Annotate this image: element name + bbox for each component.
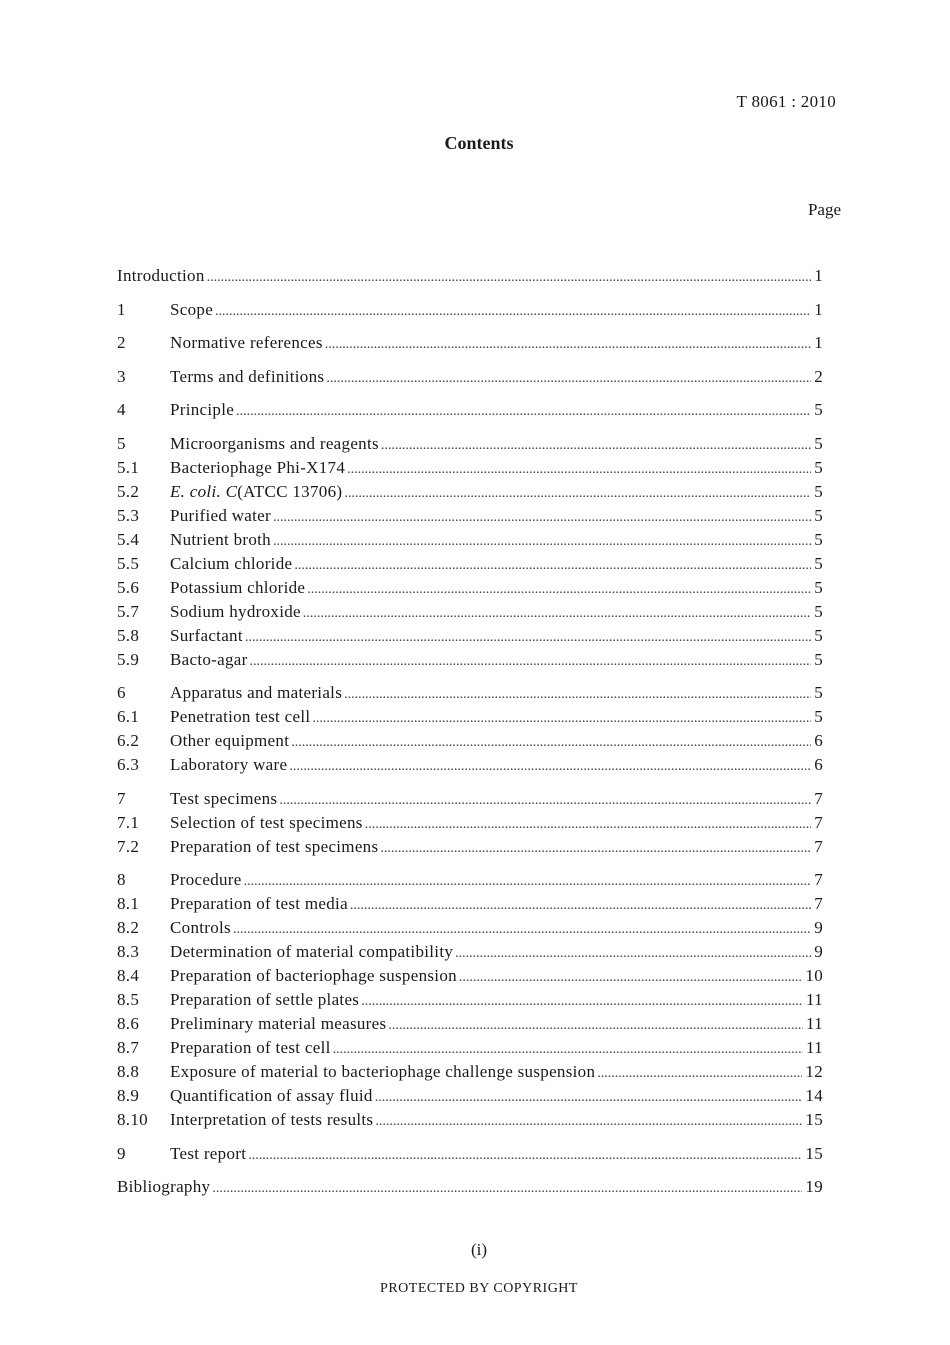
toc-entry-page: 5 <box>814 553 823 573</box>
toc-entry-number: 8.10 <box>117 1110 148 1129</box>
toc-entry[interactable] <box>117 868 823 892</box>
dot-leader <box>350 894 811 918</box>
toc-entry-number: 3 <box>117 366 126 386</box>
dot-leader <box>455 942 811 966</box>
toc-entry-title: Determination of material compatibility <box>170 942 454 961</box>
toc-entry-page: 5 <box>814 683 823 702</box>
dot-leader <box>333 1038 803 1062</box>
toc-entry[interactable] <box>117 432 823 456</box>
copyright-notice: PROTECTED BY COPYRIGHT <box>380 1281 578 1296</box>
page-column-label: Page <box>807 200 841 219</box>
toc-entry[interactable] <box>117 916 823 940</box>
dot-leader <box>207 266 812 290</box>
toc-entry-page: 9 <box>814 942 823 961</box>
toc-entry[interactable] <box>117 1012 823 1036</box>
toc-entry-page: 5 <box>814 457 823 477</box>
dot-leader <box>212 1177 802 1201</box>
toc-entry-number: 5.3 <box>117 505 140 525</box>
dot-leader <box>245 626 811 650</box>
toc-entry-number: 8.9 <box>117 1086 140 1105</box>
dot-leader <box>597 1062 802 1086</box>
toc-entry[interactable] <box>117 456 823 480</box>
toc-entry-page: 9 <box>814 918 823 937</box>
toc-entry-title: Surfactant <box>170 625 243 645</box>
toc-entry-title: Potassium chloride <box>170 577 306 597</box>
toc-entry[interactable] <box>117 753 823 777</box>
toc-entry-number: 8.7 <box>117 1038 140 1057</box>
dot-leader <box>459 966 802 990</box>
table-of-contents <box>117 264 823 1199</box>
page-title: Contents <box>444 133 514 153</box>
dot-leader <box>381 434 811 458</box>
toc-entry-number: 6.1 <box>117 707 140 726</box>
dot-leader <box>344 482 811 506</box>
toc-entry-number: 1 <box>117 299 126 319</box>
toc-entry[interactable] <box>117 600 823 624</box>
toc-entry[interactable] <box>117 1036 823 1060</box>
toc-entry-title: Other equipment <box>170 731 290 750</box>
toc-entry-number: 6 <box>117 683 126 702</box>
toc-entry-title: Procedure <box>170 870 242 889</box>
toc-entry-page: 5 <box>814 625 823 645</box>
toc-entry-title: Bacteriophage Phi-X174 <box>170 457 346 477</box>
toc-entry[interactable] <box>117 480 823 504</box>
dot-leader <box>294 554 811 578</box>
dot-leader <box>307 578 811 602</box>
toc-entry[interactable] <box>117 1108 823 1132</box>
toc-entry-title: Preparation of test media <box>170 894 348 913</box>
toc-entry-title: Purified water <box>170 505 271 525</box>
toc-entry-page: 19 <box>805 1177 823 1196</box>
toc-entry-page: 7 <box>814 836 823 856</box>
toc-entry[interactable] <box>117 787 823 811</box>
toc-entry-page: 7 <box>814 812 823 832</box>
dot-leader <box>289 755 811 779</box>
toc-entry[interactable] <box>117 892 823 916</box>
toc-entry-title: Test report <box>170 1143 247 1163</box>
toc-entry[interactable] <box>117 576 823 600</box>
toc-entry-number: 5.9 <box>117 649 140 669</box>
toc-entry[interactable] <box>117 705 823 729</box>
toc-entry[interactable] <box>117 964 823 988</box>
dot-leader <box>244 870 812 894</box>
toc-entry-title: Quantification of assay fluid <box>170 1086 373 1105</box>
dot-leader <box>273 506 811 530</box>
toc-entry-page: 5 <box>814 529 823 549</box>
toc-entry-page: 11 <box>806 990 823 1009</box>
dot-leader <box>325 333 811 357</box>
toc-entry-number: 9 <box>117 1143 126 1163</box>
dot-leader <box>236 400 811 424</box>
toc-entry-number: 8.8 <box>117 1062 140 1081</box>
toc-entry[interactable] <box>117 552 823 576</box>
toc-entry-number: 5.4 <box>117 529 140 549</box>
toc-entry-page: 7 <box>814 894 823 913</box>
dot-leader <box>233 918 811 942</box>
dot-leader <box>215 300 811 324</box>
toc-entry-title: Apparatus and materials <box>170 683 343 702</box>
toc-entry[interactable] <box>117 1142 823 1166</box>
dot-leader <box>375 1086 803 1110</box>
toc-entry-page: 5 <box>814 400 823 419</box>
toc-entry-number: 8.4 <box>117 966 140 985</box>
toc-entry-number: 8 <box>117 870 126 889</box>
dot-leader <box>312 707 811 731</box>
dot-leader <box>380 837 811 861</box>
toc-entry-number: 6.2 <box>117 731 140 750</box>
toc-entry-page: 2 <box>814 366 823 386</box>
toc-entry-page: 5 <box>814 707 823 726</box>
organism-name-italic: E. coli. C <box>170 481 238 501</box>
dot-leader <box>365 813 811 837</box>
toc-entry[interactable] <box>117 648 823 672</box>
toc-entry-title: Preparation of settle plates <box>170 990 360 1009</box>
toc-entry-number: 4 <box>117 400 126 419</box>
toc-entry-number: 7.2 <box>117 836 140 856</box>
standard-number: T 8061 : 2010 <box>736 92 836 111</box>
toc-entry-title: Preparation of bacteriophage suspension <box>170 966 457 985</box>
toc-entry-title: Microorganisms and reagents <box>170 433 379 453</box>
toc-entry-number: 5.1 <box>117 457 140 477</box>
toc-entry[interactable] <box>117 624 823 648</box>
toc-entry[interactable] <box>117 1084 823 1108</box>
toc-entry-number: 8.6 <box>117 1014 140 1033</box>
toc-entry-number: 5.2 <box>117 481 140 501</box>
toc-entry[interactable] <box>117 1060 823 1084</box>
dot-leader <box>375 1110 802 1134</box>
toc-entry-page: 11 <box>806 1038 823 1057</box>
toc-entry-page: 5 <box>814 577 823 597</box>
toc-entry[interactable] <box>117 331 823 355</box>
toc-entry-title: Bibliography <box>117 1177 211 1196</box>
toc-entry[interactable] <box>117 988 823 1012</box>
toc-entry-title: Introduction <box>117 266 205 285</box>
toc-entry-page: 14 <box>805 1086 823 1105</box>
toc-entry[interactable] <box>117 398 823 422</box>
dot-leader <box>273 530 811 554</box>
toc-entry-title: Normative references <box>170 333 323 352</box>
toc-entry-page: 15 <box>805 1110 823 1129</box>
dot-leader <box>326 367 811 391</box>
toc-entry-page: 1 <box>814 333 823 352</box>
toc-entry-page: 5 <box>814 601 823 621</box>
toc-entry-number: 5.5 <box>117 553 140 573</box>
toc-entry-title: Calcium chloride <box>170 553 293 573</box>
toc-entry-page: 7 <box>814 788 823 808</box>
toc-entry-bibliography[interactable] <box>117 1175 823 1199</box>
dot-leader <box>291 731 811 755</box>
toc-entry-page: 5 <box>814 649 823 669</box>
toc-entry[interactable] <box>117 365 823 389</box>
toc-entry-title-rest: (ATCC 13706) <box>237 481 343 501</box>
toc-entry[interactable] <box>117 811 823 835</box>
toc-entry-introduction[interactable] <box>117 264 823 288</box>
toc-entry[interactable] <box>117 940 823 964</box>
toc-entry-number: 5.8 <box>117 625 140 645</box>
toc-entry-number: 5.6 <box>117 577 140 597</box>
toc-entry-page: 1 <box>814 299 823 319</box>
toc-entry-title: Penetration test cell <box>170 707 311 726</box>
toc-entry-page: 6 <box>814 755 823 774</box>
dot-leader <box>361 990 803 1014</box>
toc-entry-number: 5 <box>117 433 126 453</box>
toc-entry-number: 8.1 <box>117 894 140 913</box>
toc-entry-title <box>170 480 344 504</box>
toc-entry-title: Preliminary material measures <box>170 1014 387 1033</box>
toc-entry-title: Exposure of material to bacteriophage challenge suspension <box>170 1062 596 1081</box>
toc-entry-page: 11 <box>806 1014 823 1033</box>
toc-entry-title: Terms and definitions <box>170 366 325 386</box>
toc-entry-title: Interpretation of tests results <box>170 1110 374 1129</box>
toc-entry-number: 7 <box>117 788 126 808</box>
toc-entry[interactable] <box>117 835 823 859</box>
dot-leader <box>347 458 811 482</box>
toc-entry-title: Principle <box>170 400 235 419</box>
toc-entry-title: Selection of test specimens <box>170 812 363 832</box>
toc-entry-page: 15 <box>805 1143 823 1163</box>
toc-entry-title: Controls <box>170 918 231 937</box>
toc-entry-page: 12 <box>805 1062 823 1081</box>
dot-leader <box>388 1014 803 1038</box>
toc-entry-page: 7 <box>814 870 823 889</box>
toc-entry[interactable] <box>117 528 823 552</box>
dot-leader <box>344 683 811 707</box>
toc-entry-title: Preparation of test specimens <box>170 836 379 856</box>
dot-leader <box>279 789 811 813</box>
page-number: (i) <box>470 1240 488 1259</box>
toc-entry-page: 5 <box>814 505 823 525</box>
toc-entry-page: 1 <box>814 266 823 285</box>
toc-entry-number: 8.5 <box>117 990 140 1009</box>
toc-entry-number: 5.7 <box>117 601 140 621</box>
dot-leader <box>303 602 811 626</box>
toc-entry[interactable] <box>117 298 823 322</box>
toc-entry-title: Test specimens <box>170 788 278 808</box>
toc-entry-number: 6.3 <box>117 755 140 774</box>
toc-entry-title: Preparation of test cell <box>170 1038 331 1057</box>
toc-entry-page: 6 <box>814 731 823 750</box>
dot-leader <box>250 650 812 674</box>
toc-entry-page: 5 <box>814 433 823 453</box>
toc-entry-title: Laboratory ware <box>170 755 288 774</box>
toc-entry-page: 10 <box>805 966 823 985</box>
toc-entry[interactable] <box>117 681 823 705</box>
toc-entry-title: Sodium hydroxide <box>170 601 301 621</box>
dot-leader <box>248 1144 802 1168</box>
toc-entry-page: 5 <box>814 481 823 501</box>
toc-entry-number: 8.2 <box>117 918 140 937</box>
toc-entry-title: Bacto-agar <box>170 649 248 669</box>
toc-entry-title: Scope <box>170 299 214 319</box>
toc-entry[interactable] <box>117 729 823 753</box>
toc-entry[interactable] <box>117 504 823 528</box>
toc-entry-number: 2 <box>117 333 126 352</box>
toc-entry-number: 8.3 <box>117 942 140 961</box>
toc-entry-number: 7.1 <box>117 812 140 832</box>
toc-entry-title: Nutrient broth <box>170 529 271 549</box>
